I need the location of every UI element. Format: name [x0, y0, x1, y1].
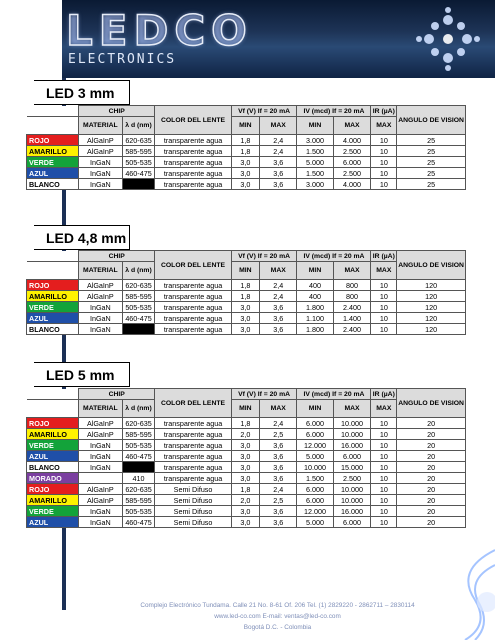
- vf-max-cell: 2,5: [260, 495, 297, 506]
- iv-min-cell: 10.000: [297, 462, 333, 473]
- lambda-cell: [122, 179, 155, 190]
- angulo-cell: 20: [397, 506, 466, 517]
- vf-max-cell: 3,6: [260, 451, 297, 462]
- led-color-cell: ROJO: [27, 280, 79, 291]
- lambda-cell: 585-595: [122, 146, 155, 157]
- angulo-cell: 120: [397, 280, 466, 291]
- material-header: MATERIAL: [79, 117, 123, 135]
- lente-cell: transparente agua: [155, 418, 231, 429]
- lente-cell: transparente agua: [155, 324, 231, 335]
- table-row: [27, 179, 466, 190]
- material-cell: InGaN: [79, 506, 123, 517]
- lente-cell: transparente agua: [155, 135, 231, 146]
- table-row: [27, 324, 466, 335]
- vf-max-cell: 3,6: [260, 506, 297, 517]
- ir-cell: 10: [371, 506, 397, 517]
- vf-min-cell: 3,0: [231, 157, 259, 168]
- table-row: [27, 313, 466, 324]
- angulo-cell: 25: [397, 157, 466, 168]
- iv-max-header: MAX: [333, 262, 371, 280]
- ir-header: IR (µA): [372, 390, 395, 398]
- brand-subtitle: ELECTRONICS: [68, 52, 177, 67]
- material-cell: AlGaInP: [79, 146, 123, 157]
- chip-header: CHIP: [79, 251, 155, 262]
- vf-max-cell: 3,6: [260, 302, 297, 313]
- lambda-header: λ d (nm): [122, 262, 155, 280]
- iv-header: IV (mcd) If = 20 mA: [297, 251, 371, 262]
- vf-max-cell: 3,6: [260, 179, 297, 190]
- vf-min-cell: 3,0: [231, 302, 259, 313]
- angulo-cell: 20: [397, 473, 466, 484]
- iv-min-cell: 400: [297, 280, 333, 291]
- ir-header: IR (µA): [372, 107, 395, 115]
- iv-min-cell: 1.500: [297, 168, 333, 179]
- table-row: [27, 418, 466, 429]
- angulo-cell: 120: [397, 291, 466, 302]
- ir-cell: 10: [371, 302, 397, 313]
- material-cell: AlGaInP: [79, 484, 123, 495]
- iv-min-cell: 3.000: [297, 179, 333, 190]
- vf-min-cell: 3,0: [231, 168, 259, 179]
- lente-cell: transparente agua: [155, 157, 231, 168]
- table-row: [27, 484, 466, 495]
- iv-max-cell: 2.400: [333, 324, 371, 335]
- iv-max-cell: 10.000: [333, 418, 371, 429]
- lambda-cell: 410: [122, 473, 155, 484]
- table-row: [27, 429, 466, 440]
- blank-header-cell: [27, 400, 79, 418]
- chip-header: CHIP: [79, 106, 155, 117]
- lambda-cell: 585-595: [122, 291, 155, 302]
- iv-max-cell: 16.000: [333, 506, 371, 517]
- led-color-cell: VERDE: [27, 157, 79, 168]
- iv-min-cell: 1.500: [297, 473, 333, 484]
- iv-max-cell: 4.000: [333, 135, 371, 146]
- iv-max-cell: 2.400: [333, 302, 371, 313]
- lambda-cell: 505-535: [122, 302, 155, 313]
- vf-min-cell: 3,0: [231, 324, 259, 335]
- angulo-cell: 20: [397, 517, 466, 528]
- table-row: [27, 146, 466, 157]
- vf-max-cell: 2,4: [260, 291, 297, 302]
- iv-max-cell: 16.000: [333, 440, 371, 451]
- vf-max-cell: 2,4: [260, 484, 297, 495]
- ir-cell: 10: [371, 324, 397, 335]
- material-cell: AlGaInP: [79, 135, 123, 146]
- vf-min-cell: 2,0: [231, 495, 259, 506]
- lambda-cell: 460-475: [122, 451, 155, 462]
- vf-max-header: MAX: [260, 400, 297, 418]
- vf-min-cell: 3,0: [231, 517, 259, 528]
- ir-cell: 10: [371, 484, 397, 495]
- iv-min-cell: 400: [297, 291, 333, 302]
- led-color-cell: AZUL: [27, 517, 79, 528]
- led-color-cell: VERDE: [27, 302, 79, 313]
- table-row: [27, 517, 466, 528]
- vf-min-cell: 2,0: [231, 429, 259, 440]
- lambda-cell: 620-635: [122, 418, 155, 429]
- angulo-cell: 20: [397, 418, 466, 429]
- blank-header-cell: [27, 117, 79, 135]
- material-cell: AlGaInP: [79, 418, 123, 429]
- ir-max-header: MAX: [371, 117, 397, 135]
- iv-max-cell: 15.000: [333, 462, 371, 473]
- lente-cell: transparente agua: [155, 291, 231, 302]
- lambda-cell: 460-475: [122, 168, 155, 179]
- lambda-cell: 460-475: [122, 313, 155, 324]
- iv-max-cell: 10.000: [333, 495, 371, 506]
- iv-max-cell: 10.000: [333, 484, 371, 495]
- iv-min-cell: 12.000: [297, 440, 333, 451]
- vf-min-cell: 3,0: [231, 179, 259, 190]
- lambda-cell: 585-595: [122, 429, 155, 440]
- ir-cell: 10: [371, 280, 397, 291]
- led-color-cell: BLANCO: [27, 462, 79, 473]
- lente-cell: Semi Difuso: [155, 484, 231, 495]
- material-cell: AlGaInP: [79, 280, 123, 291]
- iv-min-cell: 5.000: [297, 517, 333, 528]
- vf-max-cell: 2,5: [260, 429, 297, 440]
- table-row: [27, 302, 466, 313]
- lambda-cell: 460-475: [122, 517, 155, 528]
- brand-logo: LEDCO: [66, 6, 253, 55]
- ir-cell: 10: [371, 157, 397, 168]
- material-cell: InGaN: [79, 179, 123, 190]
- vf-header: Vf (V) If = 20 mA: [231, 389, 297, 400]
- iv-min-cell: 6.000: [297, 429, 333, 440]
- material-cell: InGaN: [79, 451, 123, 462]
- led-color-cell: MORADO: [27, 473, 79, 484]
- spec-table: [26, 250, 466, 335]
- table-row: [27, 280, 466, 291]
- lambda-cell: 620-635: [122, 135, 155, 146]
- vf-min-cell: 1,8: [231, 291, 259, 302]
- blank-header-cell: [27, 251, 79, 262]
- vf-max-header: MAX: [260, 117, 297, 135]
- table-row: [27, 291, 466, 302]
- angulo-cell: 25: [397, 168, 466, 179]
- spec-table: [26, 388, 466, 528]
- angulo-header: ANGULO DE VISION: [397, 251, 466, 280]
- header-banner: [62, 0, 495, 78]
- angulo-header: ANGULO DE VISION: [397, 389, 466, 418]
- ir-cell: 10: [371, 418, 397, 429]
- spec-table: [26, 105, 466, 190]
- section-title: LED 4,8 mm: [34, 225, 130, 250]
- led-color-cell: AZUL: [27, 168, 79, 179]
- led-flower-icon: [415, 6, 481, 72]
- vf-header: Vf (V) If = 20 mA: [231, 106, 297, 117]
- led-color-cell: BLANCO: [27, 324, 79, 335]
- lente-cell: transparente agua: [155, 451, 231, 462]
- lente-cell: transparente agua: [155, 313, 231, 324]
- vf-min-cell: 1,8: [231, 484, 259, 495]
- vf-max-cell: 3,6: [260, 313, 297, 324]
- iv-max-cell: 2.500: [333, 168, 371, 179]
- iv-max-cell: 6.000: [333, 451, 371, 462]
- lambda-cell: [122, 324, 155, 335]
- iv-max-header: MAX: [333, 400, 371, 418]
- material-header: MATERIAL: [79, 262, 123, 280]
- vf-max-cell: 3,6: [260, 440, 297, 451]
- iv-min-cell: 1.800: [297, 324, 333, 335]
- led-color-cell: VERDE: [27, 506, 79, 517]
- angulo-cell: 20: [397, 440, 466, 451]
- iv-min-cell: 1.100: [297, 313, 333, 324]
- lambda-cell: 585-595: [122, 495, 155, 506]
- lambda-cell: 620-635: [122, 280, 155, 291]
- material-cell: AlGaInP: [79, 291, 123, 302]
- lambda-cell: 505-535: [122, 440, 155, 451]
- vf-max-header: MAX: [260, 262, 297, 280]
- iv-min-cell: 12.000: [297, 506, 333, 517]
- led-color-cell: AZUL: [27, 451, 79, 462]
- material-cell: InGaN: [79, 313, 123, 324]
- ir-cell: 10: [371, 179, 397, 190]
- iv-min-cell: 1.500: [297, 146, 333, 157]
- blank-header-cell: [27, 389, 79, 400]
- ir-header: IR (µA): [372, 252, 395, 260]
- vf-min-header: MIN: [231, 117, 259, 135]
- vf-max-cell: 2,4: [260, 418, 297, 429]
- iv-max-cell: 10.000: [333, 429, 371, 440]
- iv-min-header: MIN: [297, 117, 333, 135]
- ir-cell: 10: [371, 291, 397, 302]
- angulo-cell: 20: [397, 484, 466, 495]
- lente-cell: transparente agua: [155, 280, 231, 291]
- angulo-cell: 120: [397, 313, 466, 324]
- material-cell: AlGaInP: [79, 429, 123, 440]
- angulo-cell: 25: [397, 179, 466, 190]
- ir-cell: 10: [371, 146, 397, 157]
- ir-cell: 10: [371, 495, 397, 506]
- led-color-cell: AMARILLO: [27, 429, 79, 440]
- blank-header-cell: [27, 106, 79, 117]
- material-cell: AlGaInP: [79, 495, 123, 506]
- material-cell: InGaN: [79, 168, 123, 179]
- vf-min-cell: 3,0: [231, 473, 259, 484]
- lente-cell: transparente agua: [155, 462, 231, 473]
- ir-cell: 10: [371, 313, 397, 324]
- lente-cell: transparente agua: [155, 429, 231, 440]
- table-row: [27, 135, 466, 146]
- section-title: LED 3 mm: [34, 80, 130, 105]
- iv-max-cell: 6.000: [333, 157, 371, 168]
- vf-min-cell: 1,8: [231, 280, 259, 291]
- iv-max-cell: 6.000: [333, 517, 371, 528]
- material-cell: InGaN: [79, 440, 123, 451]
- lente-header: COLOR DEL LENTE: [155, 389, 231, 418]
- iv-header: IV (mcd) If = 20 mA: [297, 106, 371, 117]
- iv-min-header: MIN: [297, 400, 333, 418]
- table-row: [27, 157, 466, 168]
- led-color-cell: ROJO: [27, 418, 79, 429]
- iv-min-cell: 6.000: [297, 495, 333, 506]
- lambda-header: λ d (nm): [122, 400, 155, 418]
- lente-cell: transparente agua: [155, 440, 231, 451]
- ir-cell: 10: [371, 517, 397, 528]
- vf-max-cell: 3,6: [260, 517, 297, 528]
- material-cell: InGaN: [79, 462, 123, 473]
- led-color-cell: BLANCO: [27, 179, 79, 190]
- angulo-cell: 20: [397, 462, 466, 473]
- table-row: [27, 462, 466, 473]
- chip-header: CHIP: [79, 389, 155, 400]
- footer-city: Bogotá D.C. - Colombia: [243, 624, 312, 631]
- vf-max-cell: 2,4: [260, 280, 297, 291]
- iv-header: IV (mcd) If = 20 mA: [297, 389, 371, 400]
- lambda-cell: [122, 462, 155, 473]
- vf-max-cell: 2,4: [260, 146, 297, 157]
- ir-cell: 10: [371, 429, 397, 440]
- lente-cell: transparente agua: [155, 302, 231, 313]
- material-cell: InGaN: [79, 324, 123, 335]
- vf-max-cell: 3,6: [260, 157, 297, 168]
- led-color-cell: ROJO: [27, 135, 79, 146]
- footer-contact: www.led-co.com E-mail: ventas@led-co.com: [214, 613, 341, 620]
- lente-cell: transparente agua: [155, 168, 231, 179]
- material-cell: InGaN: [79, 157, 123, 168]
- angulo-cell: 25: [397, 135, 466, 146]
- angulo-cell: 120: [397, 302, 466, 313]
- material-header: MATERIAL: [79, 400, 123, 418]
- table-row: [27, 506, 466, 517]
- iv-min-cell: 5.000: [297, 451, 333, 462]
- angulo-cell: 25: [397, 146, 466, 157]
- vf-min-cell: 1,8: [231, 135, 259, 146]
- iv-max-header: MAX: [333, 117, 371, 135]
- angulo-cell: 20: [397, 429, 466, 440]
- footer-address: Complejo Electrónico Tundama. Calle 21 No. 8-61 Of. 206 Tel. (1) 2829220 - 2862711 – 2830114: [140, 602, 415, 609]
- led-color-cell: AMARILLO: [27, 146, 79, 157]
- vf-min-cell: 1,8: [231, 146, 259, 157]
- vf-min-cell: 3,0: [231, 451, 259, 462]
- iv-max-cell: 800: [333, 280, 371, 291]
- iv-max-cell: 1.400: [333, 313, 371, 324]
- iv-min-cell: 6.000: [297, 418, 333, 429]
- vf-min-cell: 3,0: [231, 313, 259, 324]
- iv-min-cell: 6.000: [297, 484, 333, 495]
- lente-cell: transparente agua: [155, 179, 231, 190]
- ir-cell: 10: [371, 473, 397, 484]
- vf-min-cell: 3,0: [231, 440, 259, 451]
- vf-min-header: MIN: [231, 400, 259, 418]
- table-row: [27, 440, 466, 451]
- section-title: LED 5 mm: [34, 362, 130, 387]
- led-color-cell: VERDE: [27, 440, 79, 451]
- lente-cell: Semi Difuso: [155, 495, 231, 506]
- vf-header: Vf (V) If = 20 mA: [231, 251, 297, 262]
- lambda-header: λ d (nm): [122, 117, 155, 135]
- lente-cell: Semi Difuso: [155, 517, 231, 528]
- vf-min-header: MIN: [231, 262, 259, 280]
- lente-header: COLOR DEL LENTE: [155, 106, 231, 135]
- vf-min-cell: 1,8: [231, 418, 259, 429]
- angulo-cell: 20: [397, 495, 466, 506]
- lente-cell: transparente agua: [155, 473, 231, 484]
- blank-header-cell: [27, 262, 79, 280]
- material-cell: InGaN: [79, 517, 123, 528]
- table-row: [27, 451, 466, 462]
- ir-cell: 10: [371, 135, 397, 146]
- ir-max-header: MAX: [371, 400, 397, 418]
- ir-cell: 10: [371, 451, 397, 462]
- iv-max-cell: 4.000: [333, 179, 371, 190]
- iv-max-cell: 2.500: [333, 146, 371, 157]
- iv-max-cell: 800: [333, 291, 371, 302]
- vf-max-cell: 3,6: [260, 168, 297, 179]
- lente-header: COLOR DEL LENTE: [155, 251, 231, 280]
- iv-min-cell: 3.000: [297, 135, 333, 146]
- led-color-cell: AZUL: [27, 313, 79, 324]
- table-row: [27, 473, 466, 484]
- table-row: [27, 168, 466, 179]
- iv-max-cell: 2.500: [333, 473, 371, 484]
- ir-cell: 10: [371, 440, 397, 451]
- angulo-cell: 120: [397, 324, 466, 335]
- lambda-cell: 620-635: [122, 484, 155, 495]
- angulo-cell: 20: [397, 451, 466, 462]
- iv-min-cell: 1.800: [297, 302, 333, 313]
- lambda-cell: 505-535: [122, 506, 155, 517]
- lente-cell: Semi Difuso: [155, 506, 231, 517]
- led-color-cell: AMARILLO: [27, 291, 79, 302]
- vf-max-cell: 3,6: [260, 473, 297, 484]
- footer: [60, 600, 495, 633]
- ir-cell: 10: [371, 462, 397, 473]
- led-color-cell: ROJO: [27, 484, 79, 495]
- lente-cell: transparente agua: [155, 146, 231, 157]
- vf-max-cell: 2,4: [260, 135, 297, 146]
- iv-min-cell: 5.000: [297, 157, 333, 168]
- ir-cell: 10: [371, 168, 397, 179]
- vf-min-cell: 3,0: [231, 506, 259, 517]
- angulo-header: ANGULO DE VISION: [397, 106, 466, 135]
- iv-min-header: MIN: [297, 262, 333, 280]
- table-row: [27, 495, 466, 506]
- vf-max-cell: 3,6: [260, 324, 297, 335]
- lambda-cell: 505-535: [122, 157, 155, 168]
- material-cell: [79, 473, 123, 484]
- material-cell: InGaN: [79, 302, 123, 313]
- ir-max-header: MAX: [371, 262, 397, 280]
- vf-min-cell: 3,0: [231, 462, 259, 473]
- led-color-cell: AMARILLO: [27, 495, 79, 506]
- vf-max-cell: 3,6: [260, 462, 297, 473]
